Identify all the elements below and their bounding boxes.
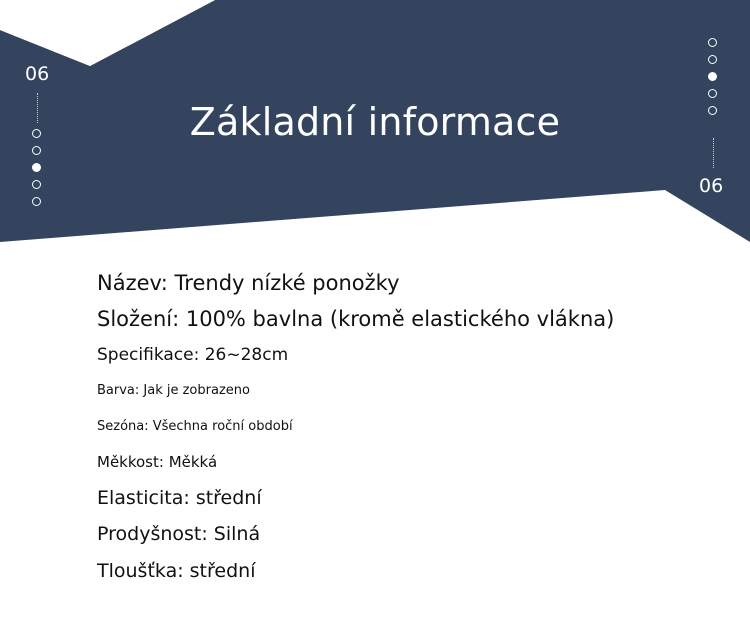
page-dot-active[interactable] — [32, 163, 41, 172]
section-number-left: 06 — [25, 63, 50, 85]
info-breathability: Prodyšnost: Silná — [97, 523, 261, 545]
page-title: Základní informace — [189, 100, 561, 144]
section-number-right: 06 — [699, 175, 724, 197]
page-dot[interactable] — [708, 55, 717, 64]
dotted-divider-right — [713, 138, 714, 168]
page-dot[interactable] — [32, 146, 41, 155]
page-dot[interactable] — [708, 89, 717, 98]
info-size: Specifikace: 26~28cm — [97, 345, 289, 365]
page-dot[interactable] — [708, 106, 717, 115]
info-name: Název: Trendy nízké ponožky — [97, 271, 400, 295]
page-dot[interactable] — [32, 180, 41, 189]
info-season: Sezóna: Všechna roční období — [97, 419, 293, 434]
page-dot[interactable] — [708, 38, 717, 47]
info-elasticity: Elasticita: střední — [97, 487, 262, 509]
info-composition: Složení: 100% bavlna (kromě elastického vlákna) — [97, 307, 615, 331]
info-thickness: Tloušťka: střední — [97, 560, 256, 582]
info-softness: Měkkost: Měkká — [97, 453, 218, 471]
page-dot-active[interactable] — [708, 72, 717, 81]
page-dot[interactable] — [32, 197, 41, 206]
pagination-dots-right — [708, 38, 717, 123]
info-color: Barva: Jak je zobrazeno — [97, 383, 250, 398]
